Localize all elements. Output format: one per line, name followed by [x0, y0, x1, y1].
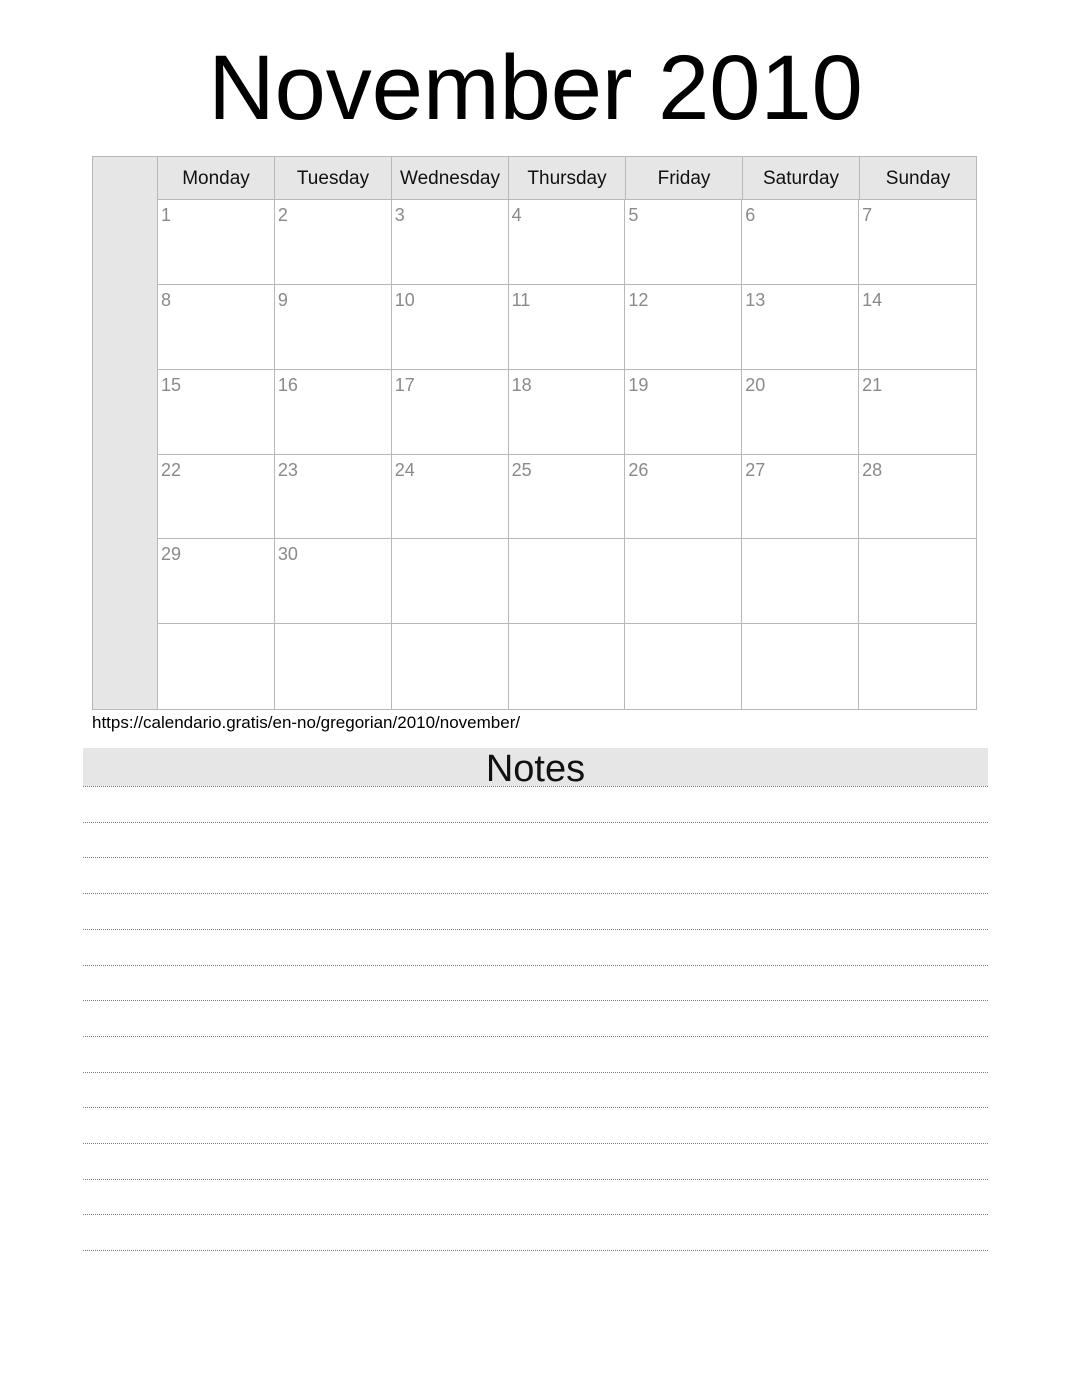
day-number: 1 — [161, 205, 172, 225]
day-cell — [742, 624, 859, 709]
day-number: 27 — [745, 459, 766, 480]
day-number: 24 — [394, 459, 415, 480]
day-number: 18 — [511, 374, 532, 395]
day-cell — [742, 200, 859, 285]
notes-line — [83, 965, 988, 966]
day-cell — [859, 455, 976, 540]
day-cell — [275, 285, 392, 370]
day-cell — [509, 200, 626, 285]
day-number: 23 — [277, 459, 298, 480]
day-cell — [859, 539, 976, 624]
day-cell — [742, 285, 859, 370]
day-cell — [392, 539, 509, 624]
day-cell — [625, 370, 742, 455]
day-cell — [392, 455, 509, 540]
day-number: 25 — [511, 459, 532, 480]
day-cell — [158, 455, 275, 540]
day-cell — [392, 200, 509, 285]
day-number: 8 — [161, 289, 172, 310]
day-number: 20 — [745, 374, 766, 395]
notes-line — [83, 1143, 988, 1144]
day-cell — [392, 370, 509, 455]
day-cell — [742, 539, 859, 624]
day-number: 19 — [628, 374, 649, 395]
notes-line — [83, 1000, 988, 1001]
day-cells — [158, 200, 976, 709]
day-number: 16 — [277, 374, 298, 395]
day-number: 21 — [862, 374, 883, 395]
calendar-title: November 2010 — [208, 37, 863, 139]
day-number: 13 — [745, 289, 766, 310]
week-number-column — [93, 157, 158, 709]
day-cell — [625, 285, 742, 370]
day-number: 11 — [511, 289, 531, 310]
day-cell — [158, 285, 275, 370]
notes-heading: Notes — [83, 748, 988, 786]
source-url: https://calendario.gratis/en-no/gregorian/2010/november/ — [92, 713, 521, 732]
day-number: 4 — [511, 205, 522, 225]
day-cell — [625, 624, 742, 709]
weekday-tuesday: Tuesday — [275, 157, 392, 199]
day-number: 5 — [628, 205, 639, 225]
day-cell — [859, 624, 976, 709]
day-cell — [859, 285, 976, 370]
notes-line — [83, 1179, 988, 1180]
notes-line — [83, 786, 988, 787]
weekday-thursday: Thursday — [509, 157, 626, 199]
day-cell — [742, 455, 859, 540]
day-cell — [625, 200, 742, 285]
notes-line — [83, 929, 988, 930]
day-cell — [275, 370, 392, 455]
weekday-saturday: Saturday — [743, 157, 860, 199]
weekday-sunday: Sunday — [885, 168, 951, 189]
day-number: 15 — [161, 374, 182, 395]
weekday-monday: Monday — [158, 157, 275, 199]
notes-line — [83, 1214, 988, 1215]
day-cell — [509, 539, 626, 624]
day-number: 9 — [277, 289, 288, 310]
day-cell — [625, 455, 742, 540]
day-cell — [509, 285, 626, 370]
weekday-wednesday: Wednesday — [392, 157, 509, 199]
weekday-header-row — [158, 157, 976, 200]
day-cell — [509, 624, 626, 709]
notes-line — [83, 822, 988, 823]
notes-line — [83, 857, 988, 858]
day-number: 29 — [161, 544, 182, 565]
day-number: 26 — [628, 459, 649, 480]
day-cell — [275, 539, 392, 624]
day-cell — [859, 200, 976, 285]
notes-line — [83, 893, 988, 894]
day-number: 17 — [394, 374, 415, 395]
day-number: 3 — [394, 205, 405, 225]
day-cell — [275, 455, 392, 540]
day-cell — [158, 539, 275, 624]
day-number: 7 — [862, 205, 873, 225]
day-number: 6 — [745, 205, 756, 225]
day-cell — [625, 539, 742, 624]
day-number: 28 — [862, 459, 883, 480]
day-cell — [158, 200, 275, 285]
weekday-friday: Friday — [626, 157, 743, 199]
day-cell — [158, 624, 275, 709]
day-number: 10 — [394, 289, 415, 310]
notes-line — [83, 1250, 988, 1251]
day-cell — [742, 370, 859, 455]
day-number: 22 — [161, 459, 182, 480]
day-cell — [509, 370, 626, 455]
day-cell — [509, 455, 626, 540]
calendar-grid — [92, 156, 977, 710]
day-cell — [275, 624, 392, 709]
day-cell — [859, 370, 976, 455]
day-cell — [158, 370, 275, 455]
day-cell — [275, 200, 392, 285]
day-number: 12 — [628, 289, 649, 310]
day-cell — [392, 285, 509, 370]
day-number: 14 — [862, 289, 883, 310]
day-cell — [392, 624, 509, 709]
day-number: 30 — [277, 544, 298, 565]
notes-line — [83, 1107, 988, 1108]
day-number: 2 — [277, 205, 288, 225]
notes-line — [83, 1072, 988, 1073]
notes-line — [83, 1036, 988, 1037]
